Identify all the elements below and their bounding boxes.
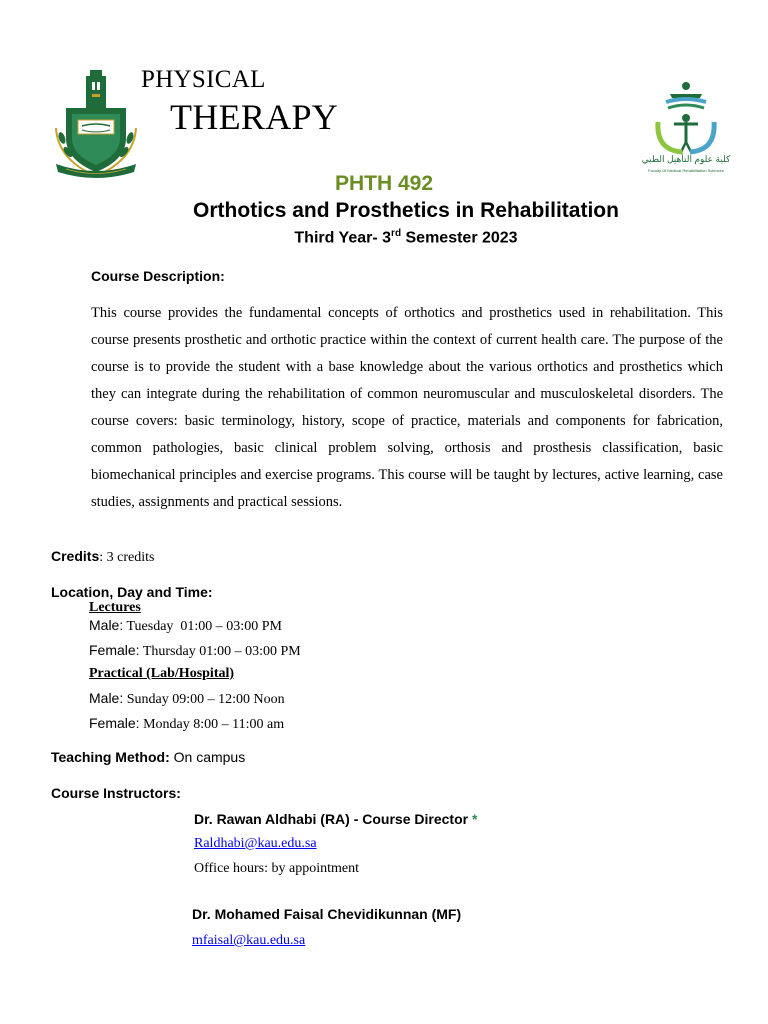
instructor-2-name: Dr. Mohamed Faisal Chevidikunnan (MF) — [192, 906, 462, 922]
course-code: PHTH 492 — [334, 172, 434, 195]
practical-female-label: Female: — [89, 715, 140, 731]
instructor-1-email-link[interactable]: Raldhabi@kau.edu.sa — [194, 836, 317, 851]
practical-female-schedule — [89, 715, 284, 733]
course-instructors-heading: Course Instructors: — [51, 785, 181, 801]
course-director-star: * — [468, 811, 478, 827]
teaching-method-line — [51, 749, 245, 767]
year-prefix: Third Year- 3 — [294, 229, 392, 247]
course-year-semester — [0, 228, 768, 247]
lecture-male-schedule — [89, 617, 282, 635]
lecture-female-value: Thursday 01:00 – 03:00 PM — [139, 644, 301, 659]
lecture-female-schedule — [89, 642, 301, 660]
lecture-male-label: Male: — [89, 617, 124, 633]
credits-label: Credits — [51, 548, 100, 564]
practical-heading: Practical (Lab/Hospital) — [89, 666, 235, 681]
lecture-male-value: Tuesday 01:00 – 03:00 PM — [123, 619, 282, 634]
faculty-logo-english-text: Faculty Of Medical Rehabilitation Sciences — [648, 168, 724, 173]
practical-female-value: Monday 8:00 – 11:00 am — [139, 717, 285, 732]
faculty-logo — [640, 78, 732, 178]
practical-male-label: Male: — [89, 690, 124, 706]
lectures-heading: Lectures — [89, 600, 141, 615]
location-day-time-heading: Location, Day and Time: — [51, 584, 213, 600]
practical-male-schedule — [89, 690, 285, 708]
instructor-1-office-hours: Office hours: by appointment — [194, 861, 359, 876]
instructor-2-email-link[interactable]: mfaisal@kau.edu.sa — [192, 933, 306, 948]
instructor-1-name — [194, 811, 477, 827]
teaching-method-label: Teaching Method: — [51, 749, 170, 765]
department-name-line-2: THERAPY — [170, 97, 339, 137]
course-title: Orthotics and Prosthetics in Rehabilitation — [193, 199, 619, 222]
practical-male-value: Sunday 09:00 – 12:00 Noon — [123, 692, 285, 707]
credits-line — [51, 548, 154, 566]
faculty-logo-arabic-text: كلية علوم التأهيل الطبي — [641, 154, 731, 164]
credits-value: : 3 credits — [99, 550, 155, 565]
year-ordinal-suffix: rd — [391, 228, 402, 239]
course-description-body: This course provides the fundamental concepts of orthotics and prosthetics used in rehabilitation. This course presents prosthetic and orthotic practice within the context of current health care. The purpose of the course is to provide the student with a base knowledge about the various orthotics and prosthetics which they can integrate during the rehabilitation of common neuromuscular and musculoskeletal disorders. The course covers: basic terminology, history, scope of practice, materials and components for fabrication, common pathologies, basic clinical problem solving, orthosis and prosthesis classification, basic biomechanical principles and exercise programs. This course will be taught by lectures, active learning, case studies, assignments and practical sessions. — [91, 305, 723, 510]
lecture-female-label: Female: — [89, 642, 140, 658]
year-suffix: Semester 2023 — [401, 229, 518, 247]
instructor-1-name-text: Dr. Rawan Aldhabi (RA) - Course Director — [194, 811, 469, 827]
department-name-line-1: PHYSICAL — [141, 66, 266, 93]
university-logo — [52, 68, 140, 178]
course-description-heading: Course Description: — [91, 268, 225, 284]
teaching-method-value: On campus — [169, 749, 246, 765]
